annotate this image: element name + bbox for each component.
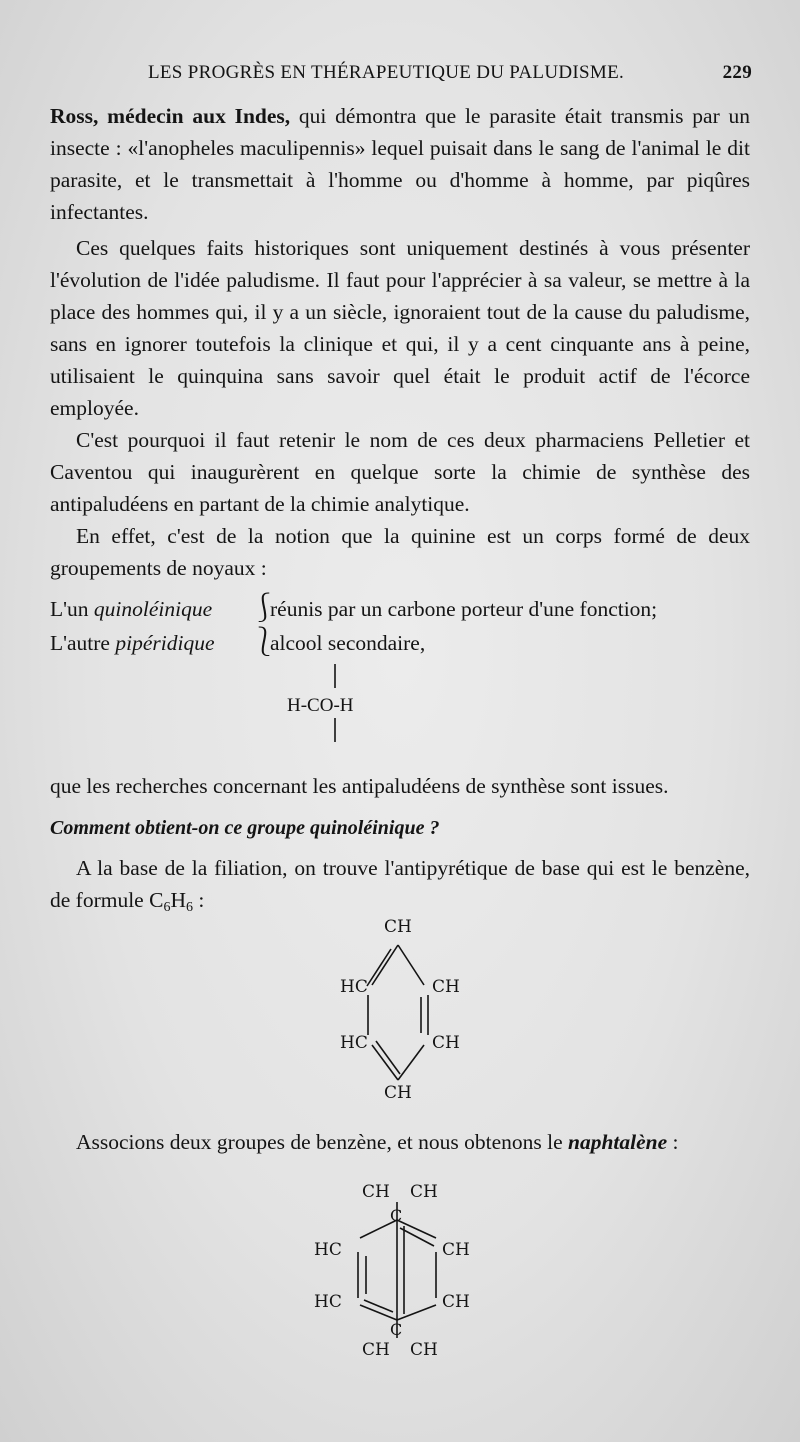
carbinol-bonds	[50, 660, 750, 770]
paragraph-benzene: A la base de la filiation, on trouve l'antipyrétique de base qui est le benzène, de formule $C_6H_6$ :	[50, 856, 750, 915]
brace-top: ⎰	[250, 593, 279, 624]
nucleus-row-quinoline	[50, 592, 750, 626]
naphthalene-ch-bottom-right: CH	[410, 1340, 438, 1360]
naphthalene-ch-top-left: CH	[362, 1182, 390, 1202]
nucleus-quinoline-label: L'un quinoléinique	[50, 597, 213, 621]
page-body	[50, 100, 750, 924]
naphthalene-diagram	[0, 1180, 800, 1380]
naphthalene-hc-lower: HC	[314, 1292, 342, 1312]
benzene-ch-upper: CH	[432, 977, 460, 997]
page-number: 229	[722, 62, 752, 83]
section-question: Comment obtient-on ce groupe quinoléinique ?	[50, 817, 440, 839]
carbinol-formula	[50, 660, 750, 770]
paragraph-ross-lead: Ross, médecin aux Indes,	[50, 104, 291, 128]
paragraph-research: que les recherches concernant les antipaludéens de synthèse sont issues.	[50, 774, 669, 798]
nucleus-piperidine-label: L'autre pipéridique	[50, 631, 215, 655]
benzene-hc-upper: HC	[340, 977, 368, 997]
paragraph-pharmacists: C'est pourquoi il faut retenir le nom de ces deux pharmaciens Pelletier et Caventou qui inaugurèrent en quelque sorte la chimie de synthèse des antipaludéens en partant de la chimie analytique.	[50, 428, 750, 516]
nucleus-right-2: alcool secondaire,	[270, 631, 426, 655]
naphthalene-hc-upper: HC	[314, 1240, 342, 1260]
benzene-ch-lower: CH	[432, 1033, 460, 1053]
nucleus-right-1: réunis par un carbone porteur d'une fonction;	[270, 597, 658, 621]
paragraph-naphthalene: Associons deux groupes de benzène, et nous obtenons le naphtalène :	[76, 1130, 679, 1154]
brace-bottom: ⎱	[250, 627, 279, 658]
naphthalene-c-top: C	[390, 1206, 403, 1225]
benzene-ch-top: CH	[384, 917, 412, 937]
carbinol-text: H-CO-H	[287, 695, 354, 716]
paragraph-history: Ces quelques faits historiques sont uniquement destinés à vous présenter l'évolution de l'idée paludisme. Il faut pour l'apprécier à sa valeur, se mettre à la place des hommes qui, il y a un siècle, ignoraient tout de la cause du paludisme, sans en ignorer toutefois la clinique et qui, il y a cent cinquante ans à peine, utilisaient le quinquina sans savoir quel était le produit actif de l'écorce employée.	[50, 236, 750, 420]
naphthalene-ch-upper: CH	[442, 1240, 470, 1260]
benzene-ch-bottom: CH	[384, 1083, 412, 1103]
benzene-hc-lower: HC	[340, 1033, 368, 1053]
naphthalene-ch-top-right: CH	[410, 1182, 438, 1202]
naphthalene-ch-bottom-left: CH	[362, 1340, 390, 1360]
paragraph-ross	[50, 100, 750, 228]
paragraph-ross-text: qui démontra que le parasite était transmis par un insecte : «l'anopheles maculipennis» lequel puisait dans le sang de l'animal le dit parasite, et le transmettait à l'homme ou d'homme à homme, par piqûres infectantes.	[50, 104, 750, 224]
running-header	[140, 58, 760, 88]
paragraph-nuclei-intro: En effet, c'est de la notion que la quinine est un corps formé de deux groupements de noyaux :	[50, 524, 750, 580]
nucleus-row-piperidine	[50, 626, 750, 660]
naphthalene-ch-lower: CH	[442, 1292, 470, 1312]
naphthalene-c-bottom: C	[390, 1320, 403, 1339]
header-title: LES PROGRÈS EN THÉRAPEUTIQUE DU PALUDISME.	[148, 62, 625, 83]
benzene-diagram	[0, 915, 800, 1115]
